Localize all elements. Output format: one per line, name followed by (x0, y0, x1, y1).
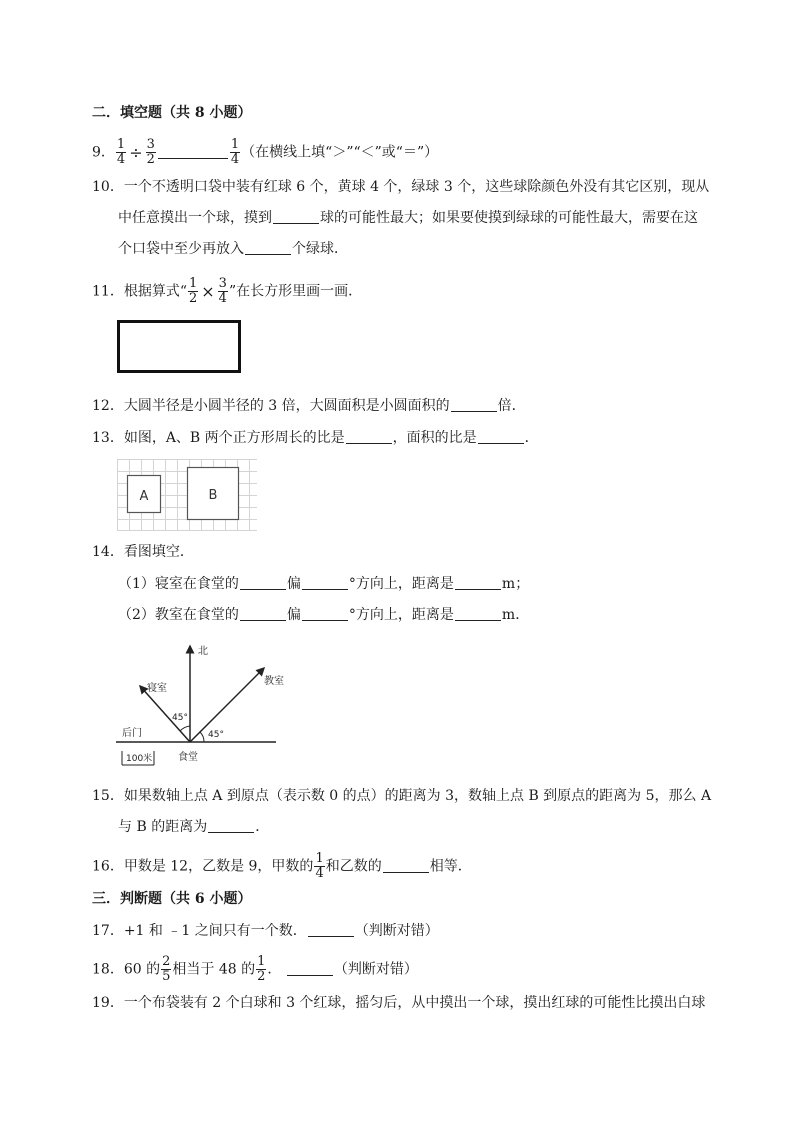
classroom-label: 教室 (264, 676, 284, 687)
q9-fraction-1: $\frac{1}{4}$ (116, 137, 126, 167)
q13-blank-1[interactable] (346, 429, 392, 444)
q11-fraction-2: $\frac{3}{4}$ (218, 276, 227, 306)
question-9 (92, 138, 438, 167)
question-16: 16．甲数是 12，乙数是 9，甲数的 $\frac{1}{4}$ 和乙数的 相等． (92, 851, 472, 881)
canteen-label: 食堂 (178, 752, 198, 763)
q14-1-blank-distance[interactable] (455, 575, 501, 590)
q10-line-1: 10．一个不透明口袋中装有红球 6 个，黄球 4 个，绿球 3 个，这些球除颜色外没有其它区别，现从 (92, 179, 710, 195)
question-18: 18．60 的 $\frac{2}{5}$ 相当于 48 的 $\frac{1}{2}$ ． （判断对错） (92, 954, 418, 984)
section-3-title: 三．判断题（共 6 小题） (92, 891, 252, 907)
q11-drawing-rectangle[interactable] (117, 320, 241, 373)
q16-blank[interactable] (383, 858, 429, 873)
q9-fraction-2: $\frac{3}{2}$ (146, 137, 155, 167)
angle-label-1: 45° (172, 713, 188, 723)
backdoor-label: 后门 (122, 728, 142, 739)
q18-blank[interactable] (287, 961, 333, 976)
q14-2-blank-distance[interactable] (455, 606, 501, 621)
q13-blank-2[interactable] (478, 429, 524, 444)
q9-divide: ÷ (129, 142, 143, 162)
question-13: 13．如图，A、B 两个正方形周长的比是 ，面积的比是 ． (92, 430, 539, 446)
q16-fraction: $\frac{1}{4}$ (315, 851, 324, 881)
angle-label-2: 45° (208, 730, 224, 740)
q13-grid-figure (117, 459, 257, 531)
q14-1-blank-degree[interactable] (302, 575, 348, 590)
q14-1-blank-direction[interactable] (240, 575, 286, 590)
q17-blank[interactable] (308, 922, 354, 937)
square-b-label: B (208, 488, 218, 503)
q18-fraction-1: $\frac{2}{5}$ (162, 954, 171, 984)
q14-title: 14．看图填空． (92, 544, 194, 560)
scale-label: 100米 (126, 754, 153, 764)
q14-sub-1: （1）寝室在食堂的 偏 °方向上，距离是 m； (118, 576, 530, 592)
q14-2-blank-degree[interactable] (302, 606, 348, 621)
q15-blank[interactable] (208, 818, 254, 833)
q14-direction-figure (116, 638, 316, 768)
q19-line-1: 19．一个布袋装有 2 个白球和 3 个红球，摇匀后，从中摸出一个球，摸出红球的可能性比摸出白球 (92, 995, 706, 1011)
q9-number: 9． (92, 144, 115, 161)
question-11: 11．根据算式“ $\frac{1}{2}$ × $\frac{3}{4}$ ”在长方形里画一画． (92, 276, 363, 306)
q11-fraction-1: $\frac{1}{2}$ (188, 276, 198, 306)
q15-line-1: 15．如果数轴上点 A 到原点（表示数 0 的点）的距离为 3，数轴上点 B 到原点的距离为 5，那么 A (92, 788, 712, 804)
q10-line-2: 中任意摸出一个球，摸到 球的可能性最大；如果要使摸到绿球的可能性最大，需要在这 (118, 210, 698, 226)
q9-blank[interactable] (158, 144, 228, 159)
q10-line-3: 个口袋中至少再放入 个绿球． (118, 241, 348, 257)
question-12: 12．大圆半径是小圆半径的 3 倍，大圆面积是小圆面积的 倍． (92, 398, 526, 414)
q14-sub-2: （2）教室在食堂的 偏 °方向上，距离是 m． (118, 607, 530, 623)
q9-fraction-3: $\frac{1}{4}$ (230, 137, 240, 167)
question-17: 17．+1 和 ﹣1 之间只有一个数． （判断对错） (92, 923, 439, 939)
north-label: 北 (198, 646, 208, 657)
q10-blank-2[interactable] (245, 240, 291, 255)
q9-hint: （在横线上填“＞”“＜”或“＝”） (241, 144, 439, 161)
square-a-label: A (139, 489, 149, 504)
q14-2-blank-direction[interactable] (240, 606, 286, 621)
dorm-label: 寝室 (147, 683, 167, 694)
q12-blank[interactable] (451, 397, 497, 412)
section-2-title: 二．填空题（共 8 小题） (92, 105, 252, 121)
q18-fraction-2: $\frac{1}{2}$ (257, 954, 266, 984)
q10-blank-1[interactable] (273, 209, 319, 224)
q15-line-2: 与 B 的距离为 ． (118, 819, 270, 835)
